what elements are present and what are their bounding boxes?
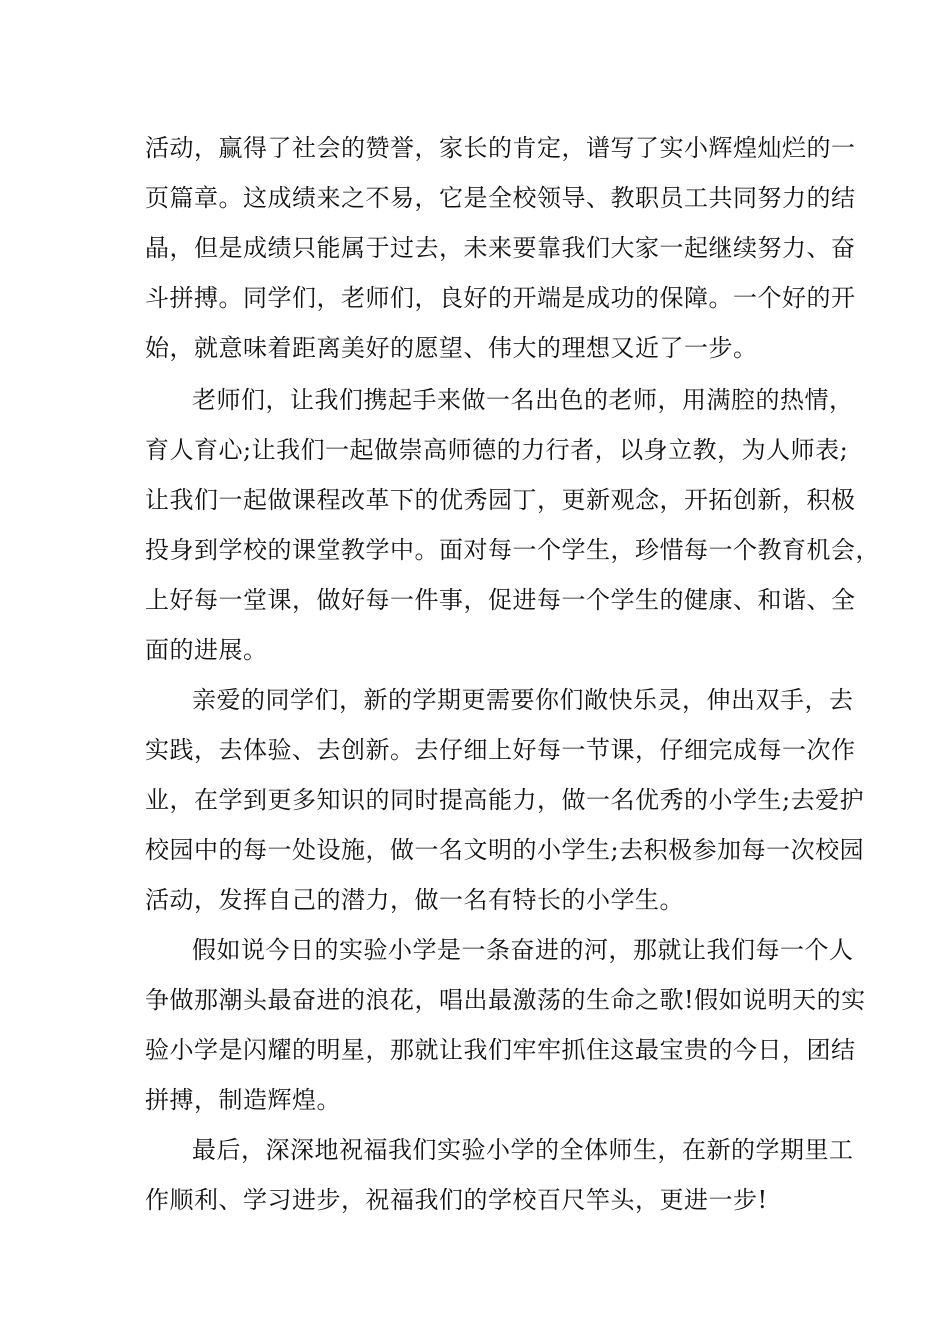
paragraph-2-line-4: 投身到学校的课堂教学中。面对每一个学生，珍惜每一个教育机会， (145, 536, 880, 564)
paragraph-3-line-2: 实践，去体验、去创新。去仔细上好每一节课，仔细完成每一次作 (145, 736, 856, 764)
paragraph-3-line-3: 业，在学到更多知识的同时提高能力，做一名优秀的小学生;去爱护 (145, 786, 865, 814)
paragraph-2-line-3: 让我们一起做课程改革下的优秀园丁，更新观念，开拓创新，积极 (145, 486, 856, 514)
paragraph-3-line-4: 校园中的每一处设施，做一名文明的小学生;去积极参加每一次校园 (145, 836, 865, 864)
paragraph-1-line-5: 始，就意味着距离美好的愿望、伟大的理想又近了一步。 (145, 334, 758, 362)
paragraph-4-line-3: 验小学是闪耀的明星，那就让我们牢牢抓住这最宝贵的今日，团结 (145, 1036, 856, 1064)
paragraph-3-line-5: 活动，发挥自己的潜力，做一名有特长的小学生。 (145, 886, 684, 914)
paragraph-3-line-1: 亲爱的同学们，新的学期更需要你们敞快乐灵，伸出双手，去 (192, 686, 854, 714)
paragraph-4-line-1: 假如说今日的实验小学是一条奋进的河，那就让我们每一个人 (192, 936, 854, 964)
paragraph-2-line-2: 育人育心;让我们一起做崇高师德的力行者，以身立教，为人师表; (145, 436, 849, 464)
paragraph-1-line-1: 活动，赢得了社会的赞誉，家长的肯定，谱写了实小辉煌灿烂的一 (145, 134, 856, 162)
paragraph-5-line-2: 作顺利、学习进步，祝福我们的学校百尺竿头，更进一步! (145, 1186, 768, 1214)
paragraph-1-line-2: 页篇章。这成绩来之不易，它是全校领导、教职员工共同努力的结 (145, 184, 856, 212)
paragraph-1-line-4: 斗拼搏。同学们，老师们，良好的开端是成功的保障。一个好的开 (145, 284, 856, 312)
paragraph-2-line-6: 面的进展。 (145, 636, 268, 664)
paragraph-2-line-5: 上好每一堂课，做好每一件事，促进每一个学生的健康、和谐、全 (145, 586, 856, 614)
paragraph-4-line-2: 争做那潮头最奋进的浪花，唱出最激荡的生命之歌!假如说明天的实 (145, 986, 866, 1014)
paragraph-2-line-1: 老师们，让我们携起手来做一名出色的老师，用满腔的热情， (192, 386, 854, 414)
paragraph-4-line-4: 拼搏，制造辉煌。 (145, 1086, 341, 1114)
paragraph-1-line-3: 晶，但是成绩只能属于过去，未来要靠我们大家一起继续努力、奋 (145, 234, 856, 262)
paragraph-5-line-1: 最后，深深地祝福我们实验小学的全体师生，在新的学期里工 (192, 1136, 854, 1164)
